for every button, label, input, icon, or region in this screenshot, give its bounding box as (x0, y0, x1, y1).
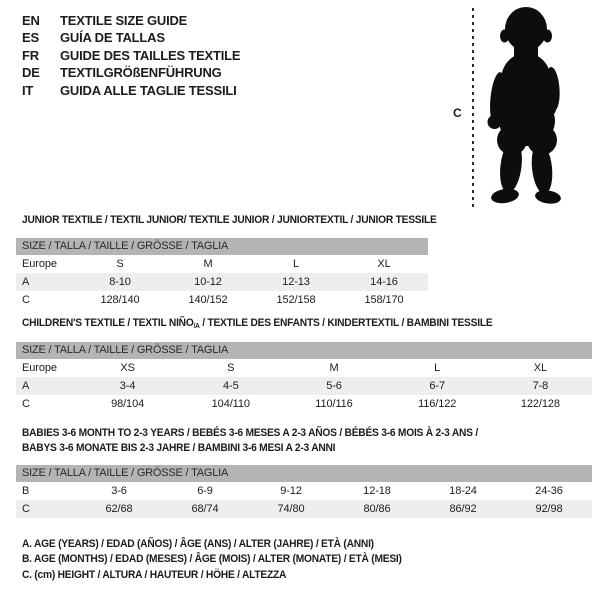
language-title: GUÍA DE TALLAS (60, 30, 165, 46)
language-title: TEXTILE SIZE GUIDE (60, 13, 188, 28)
junior-textile-section (16, 214, 468, 309)
size-cell: 92/98 (535, 503, 563, 515)
footnote-a: A. AGE (YEARS) / EDAD (AÑOS) / ÂGE (ANS) / ALTER (JAHRE) / ETÀ (ANNI) (22, 538, 374, 550)
junior-table-title: JUNIOR TEXTILE / TEXTIL JUNIOR/ TEXTILE JUNIOR / JUNIORTEXTIL / JUNIOR TESSILE (22, 214, 437, 226)
size-cell: 8-10 (109, 276, 131, 288)
table-row (16, 482, 592, 500)
size-cell: 158/170 (364, 294, 404, 306)
row-label: A (22, 380, 30, 392)
size-cell: 140/152 (188, 294, 228, 306)
language-title: GUIDE DES TAILLES TEXTILE (60, 47, 241, 63)
row-label: A (22, 276, 30, 288)
title-text: / TEXTILE DES ENFANTS / KINDERTEXTIL / BAMBINI TESSILE (199, 317, 493, 329)
language-row-it (22, 82, 240, 99)
size-cell: 6-7 (429, 380, 445, 392)
size-cell: 7-8 (532, 380, 549, 392)
size-cell: 14-16 (370, 276, 398, 288)
table-row (16, 395, 592, 413)
size-cell: XL (377, 258, 391, 270)
title-subscript: /A (193, 323, 200, 330)
row-label: C (22, 398, 30, 410)
size-cell: 80/86 (363, 503, 391, 515)
size-cell: 4-5 (222, 380, 239, 392)
size-cell: 128/140 (100, 294, 140, 306)
language-code: ES (22, 30, 39, 46)
babies-textile-section (16, 426, 592, 518)
row-label: B (22, 485, 30, 497)
size-cell: 10-12 (194, 276, 222, 288)
footnote-b: B. AGE (MONTHS) / EDAD (MESES) / ÂGE (MOIS) / ALTER (MONATE) / ETÀ (MESI) (22, 553, 402, 566)
height-measure-dashed-line (472, 8, 474, 208)
footnote-c: C. (cm) HEIGHT / ALTURA / HAUTEUR / HÖHE / ALTEZZA (22, 568, 287, 581)
size-cell: S (116, 258, 124, 270)
size-cell: M (203, 258, 213, 270)
size-header-bar: SIZE / TALLA / TAILLE / GRÖSSE / TAGLIA (16, 238, 428, 255)
baby-silhouette-icon (482, 6, 572, 206)
language-code: EN (22, 13, 40, 28)
height-measure-label: C (453, 106, 462, 120)
babies-size-table (16, 465, 592, 518)
size-cell: 24-36 (535, 485, 563, 497)
language-title: GUIDA ALLE TAGLIE TESSILI (60, 82, 237, 98)
table-row (16, 377, 592, 395)
size-cell: XS (120, 362, 135, 374)
size-cell: 152/158 (276, 294, 316, 306)
size-cell: 62/68 (105, 503, 133, 515)
size-cell: 68/74 (191, 503, 219, 515)
language-row-de (22, 64, 240, 81)
language-title: TEXTILGRÖßENFÜHRUNG (60, 65, 222, 81)
junior-size-table (16, 238, 428, 309)
table-row (16, 255, 428, 273)
childrens-textile-section (16, 317, 592, 413)
row-label: Europe (22, 362, 57, 374)
size-cell: 110/116 (315, 398, 353, 410)
size-cell: 98/104 (111, 398, 145, 410)
size-cell: 12-13 (282, 276, 310, 288)
size-cell: 18-24 (449, 485, 477, 497)
size-cell: XL (533, 362, 548, 374)
footnote-legend (16, 537, 430, 583)
size-cell: 6-9 (197, 485, 213, 497)
size-cell: L (434, 362, 441, 374)
baby-figure (448, 6, 578, 212)
size-cell: 3-4 (119, 380, 136, 392)
row-label: C (22, 503, 30, 515)
language-title-list (22, 12, 240, 99)
size-cell: 86/92 (449, 503, 477, 515)
size-cell: L (292, 258, 300, 270)
size-cell: 122/128 (520, 398, 560, 410)
size-cell: M (329, 362, 339, 374)
language-row-fr (22, 47, 240, 64)
size-cell: 116/122 (418, 398, 457, 410)
size-header-bar: SIZE / TALLA / TAILLE / GRÖSSE / TAGLIA (16, 342, 592, 359)
language-row-es (22, 29, 240, 46)
size-cell: 104/110 (211, 398, 250, 410)
table-row (16, 359, 592, 377)
language-code: DE (22, 65, 40, 81)
size-header-bar: SIZE / TALLA / TAILLE / GRÖSSE / TAGLIA (16, 465, 592, 482)
language-row-en (22, 12, 240, 29)
table-row (16, 291, 428, 309)
size-cell: S (227, 362, 235, 374)
table-row (16, 273, 428, 291)
size-cell: 74/80 (277, 503, 305, 515)
language-code: IT (22, 82, 34, 98)
table-row (16, 500, 592, 518)
babies-table-title-line1: BABIES 3-6 MONTH TO 2-3 YEARS / BEBÉS 3-6 MESES A 2-3 AÑOS / BÉBÉS 3-6 MOIS À 2-3 ANS / (22, 427, 478, 439)
row-label: Europe (22, 258, 57, 270)
childrens-table-title (22, 317, 552, 330)
language-code: FR (22, 47, 39, 63)
size-cell: 12-18 (363, 485, 391, 497)
title-text: CHILDREN'S TEXTILE / TEXTIL NIÑO (22, 317, 194, 329)
babies-table-title-line2: BABYS 3-6 MONATE BIS 2-3 JAHRE / BAMBINI 3-6 MESI A 2-3 ANNI (22, 441, 336, 454)
row-label: C (22, 294, 30, 306)
childrens-size-table (16, 342, 592, 413)
size-cell: 5-6 (326, 380, 342, 392)
size-cell: 3-6 (111, 485, 127, 497)
size-cell: 9-12 (280, 485, 302, 497)
